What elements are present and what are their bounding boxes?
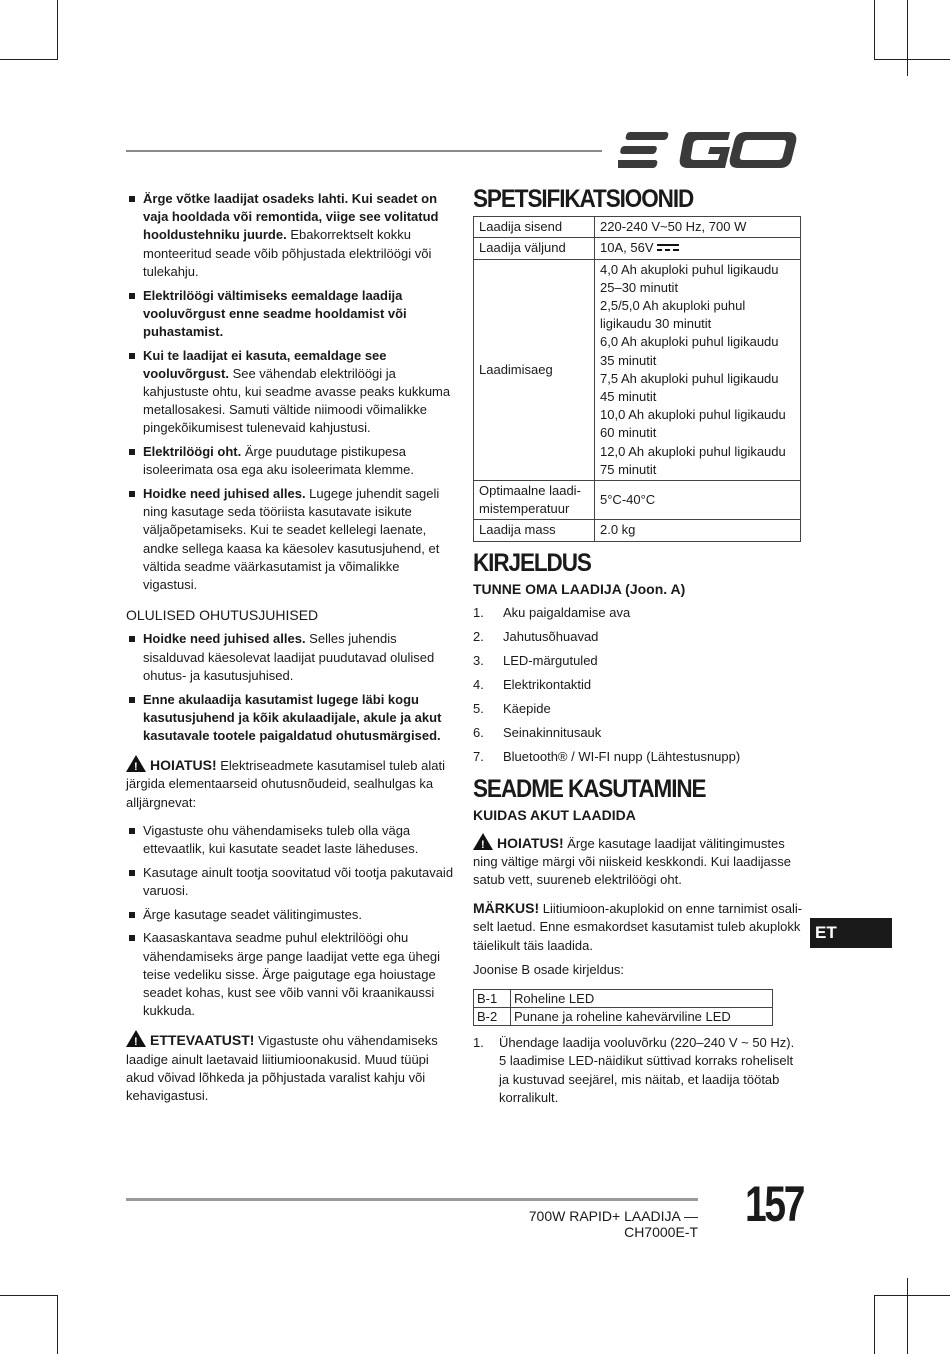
crop-mark xyxy=(907,0,908,76)
spec-key: Laadija sisend xyxy=(474,217,595,238)
spec-key: Laadimisaeg xyxy=(474,259,595,480)
header-rule xyxy=(126,150,602,152)
table-row xyxy=(474,238,801,259)
list-item: Hoidke need juhised alles. Selles juhendis sisalduvad käesolevat laadijat puudutavad olulised ohutus- ja kasutusjuhised. xyxy=(126,630,454,685)
crop-mark xyxy=(874,0,875,60)
safety-bullets-2 xyxy=(126,630,454,745)
page-number: 157 xyxy=(745,1176,804,1232)
note-paragraph: MÄRKUS! Liitiumioon-akuplokid on enne tarnimist osali-selt laetud. Enne esmakordset kasutamist tuleb akuplokk täielikult täis laadida. xyxy=(473,900,803,953)
list-item: 1. Ühendage laadija vooluvõrku (220–240 V ~ 50 Hz). 5 laadimise LED-näidikut süttivad korraks roheliselt ja kustuvad seejärel, mis näitab, et laadija töötab korralikult. xyxy=(473,1035,795,1105)
spec-value: 4,0 Ah akuploki puhul ligikaudu 25–30 minutit 2,5/5,0 Ah akuploki puhul ligikaudu 30 minutit 6,0 Ah akuploki puhul ligikaudu 35 minutit 7,5 Ah akuploki puhul ligikaudu 45 minutit 10,0 Ah akuploki puhul ligikaudu 60 minutit 12,0 Ah akuploki puhul ligikaudu 75 minutit xyxy=(595,259,801,480)
spec-key: Laadija mass xyxy=(474,520,595,541)
list-item: Hoidke need juhised alles. Lugege juhendit sageli ning kasutage seda tööriista kasutavate isikute väljaõpetamiseks. Kui te seadet kellelegi laenate, andke sellega kaasa ka käesolev kasutusjuhend, et vältida seadme väärkasutamist ja võimalikke vigastusi. xyxy=(126,485,454,594)
spec-value: 220-240 V~50 Hz, 700 W xyxy=(595,217,801,238)
steps-list xyxy=(473,1034,803,1107)
list-item: Ärge kasutage seadet välitingimustes. xyxy=(126,906,454,924)
led-legend-table xyxy=(473,989,773,1026)
dc-symbol-icon xyxy=(657,244,679,252)
list-item: Kui te laadijat ei kasuta, eemaldage see vooluvõrgust. See vähendab elektrilöögi ja kahjustuste ohtu, kui seadme avasse peaks kukkuma metallosakesi. Samuti vältide niimoodi võimalikke pingekõikumisest tulenevaid kahjustusi. xyxy=(126,347,454,438)
list-item: Elektrilöögi vältimiseks eemaldage laadija vooluvõrgust enne seadme hooldamist või puhastamist. xyxy=(126,287,454,342)
table-row xyxy=(474,520,801,541)
spec-value: 10A, 56V xyxy=(595,238,801,259)
spec-key: Optimaalne laadi-mistemperatuur xyxy=(474,481,595,520)
safety-bullets-1 xyxy=(126,190,454,594)
left-column xyxy=(126,190,454,1115)
crop-mark xyxy=(57,1295,58,1354)
table-row xyxy=(474,1008,773,1026)
right-column xyxy=(473,185,803,1113)
spec-value: 2.0 kg xyxy=(595,520,801,541)
list-item: 1. Aku paigaldamise ava xyxy=(473,605,631,621)
list-item: Kasutage ainult tootja soovitatud või tootja pakutavaid varuosi. xyxy=(126,864,454,900)
language-tab: ET xyxy=(810,918,892,948)
list-item: Enne akulaadija kasutamist lugege läbi kogu kasutusjuhend ja kõik akulaadijale, akule ja akut kasutavale tootele paigaldatud ohutusmärgised. xyxy=(126,691,454,746)
spec-key: Laadija väljund xyxy=(474,238,595,259)
know-heading: TUNNE OMA LAADIJA (Joon. A) xyxy=(473,580,686,597)
crop-mark xyxy=(0,1295,58,1296)
ego-logo xyxy=(618,128,800,172)
crop-mark xyxy=(874,59,950,60)
warning-icon xyxy=(473,833,493,850)
led-code: B-2 xyxy=(474,1008,511,1026)
crop-mark xyxy=(874,1295,875,1354)
charge-heading: KUIDAS AKUT LAADIDA xyxy=(473,807,636,824)
led-desc: Roheline LED xyxy=(511,990,773,1008)
warning-icon xyxy=(126,755,146,772)
list-item: 5. Käepide xyxy=(473,701,551,717)
safety-heading: OLULISED OHUTUSJUHISED xyxy=(126,607,319,624)
led-code: B-1 xyxy=(474,990,511,1008)
table-row xyxy=(474,481,801,520)
led-desc: Punane ja roheline kahevärviline LED xyxy=(511,1008,773,1026)
crop-mark xyxy=(907,1278,908,1354)
warning-paragraph: !HOIATUS! Elektriseadmete kasutamisel tuleb alati järgida elementaarseid ohutusnõudeid, sealhulgas ka alljärgnevat: xyxy=(126,755,454,812)
legend-intro: Joonise B osade kirjeldus: xyxy=(473,961,625,977)
table-row xyxy=(474,217,801,238)
list-item: 7. Bluetooth® / WI-FI nupp (Lähtestusnupp) xyxy=(473,749,741,765)
caution-paragraph: !ETTEVAATUST! Vigastuste ohu vähendamiseks laadige ainult laetavaid liitiumioonakusid. Muud tüüpi akud võivad lõhkeda ja põhjustada varalist kahju või kehavigastusi. xyxy=(126,1030,454,1105)
spec-title: SPETSIFIKATSIOONID xyxy=(473,185,694,213)
list-item: Vigastuste ohu vähendamiseks tuleb olla väga ettevaatlik, kui kasutate seadet laste läheduses. xyxy=(126,822,454,858)
use-title: SEADME KASUTAMINE xyxy=(473,775,706,804)
crop-mark xyxy=(0,59,58,60)
list-item: Ärge võtke laadijat osadeks lahti. Kui seadet on vaja hooldada või remontida, viige see volitatud hooldustehniku juurde. Ebakorrektselt kokku monteeritud seade võib põhjustada elektrilöögi või tulekahju. xyxy=(126,190,454,281)
spec-table xyxy=(473,216,801,541)
warning-paragraph: !HOIATUS! Ärge kasutage laadijat välitingimustes ning vältige märgi või niiskeid keskkondi. Kui laadijasse satub vett, suureneb elektrilöögi oht. xyxy=(473,833,803,890)
footer-text: 700W RAPID+ LAADIJA — CH7000E-T xyxy=(528,1208,698,1240)
list-item: 6. Seinakinnitusauk xyxy=(473,725,602,741)
list-item: Elektrilöögi oht. Ärge puudutage pistikupesa isoleerimata osa ega aku isoleerimata klemme. xyxy=(126,443,454,479)
crop-mark xyxy=(874,1295,950,1296)
list-item: 4. Elektrikontaktid xyxy=(473,677,592,693)
warning-icon xyxy=(126,1030,146,1047)
spec-value: 5°C-40°C xyxy=(595,481,801,520)
list-item: 2. Jahutusõhuavad xyxy=(473,629,599,645)
table-row xyxy=(474,259,801,480)
list-item: 3. LED-märgutuled xyxy=(473,653,598,669)
parts-list xyxy=(473,604,803,766)
list-item: Kaasaskantava seadme puhul elektrilöögi ohu vähendamiseks ärge pange laadijat vette ega ühegi teise vedeliku sisse. Ärge paigutage ega hoiustage seadet kohas, kust see võib vanni või kraanikaussi kukkuda. xyxy=(126,929,454,1020)
footer-rule xyxy=(126,1198,698,1201)
crop-mark xyxy=(57,0,58,60)
safety-bullets-3 xyxy=(126,822,454,1021)
table-row xyxy=(474,990,773,1008)
description-title: KIRJELDUS xyxy=(473,548,591,577)
